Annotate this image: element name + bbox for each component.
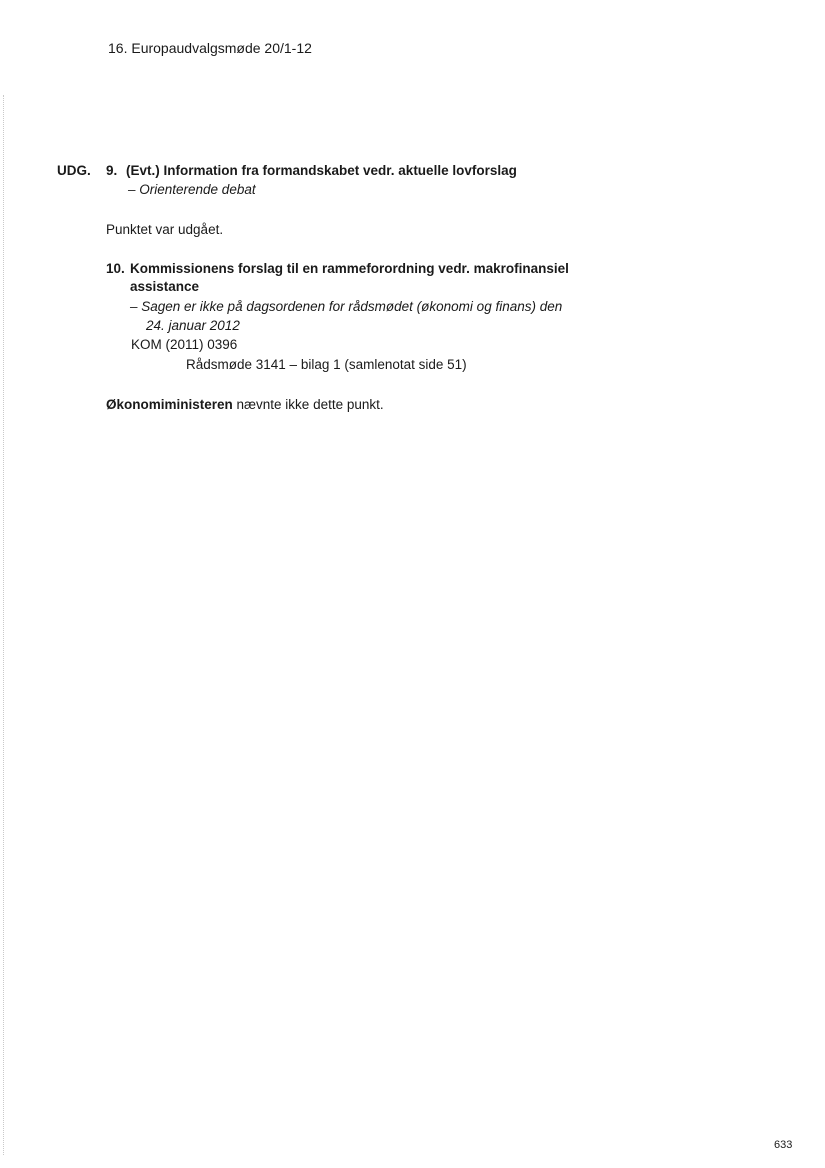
speaker-name: Økonomiministeren: [106, 397, 233, 412]
item-9-subtitle: – Orienterende debat: [128, 182, 256, 197]
item-10-title-line2: assistance: [130, 279, 200, 294]
scan-edge-artifact: [3, 95, 4, 1155]
page-number: 633: [774, 1139, 793, 1151]
item-10-subtitle-line2: 24. januar 2012: [146, 318, 240, 333]
item-10-minister-statement: [106, 397, 384, 413]
item-9-marker: UDG.: [57, 163, 91, 178]
item-9-number: 9.: [106, 163, 118, 178]
item-10-number: 10.: [106, 261, 125, 276]
meeting-reference-header: 16. Europaudvalgsmøde 20/1-12: [108, 40, 312, 56]
speaker-text: nævnte ikke dette punkt.: [232, 397, 384, 412]
item-10-subtitle-line1: – Sagen er ikke på dagsordenen for rådsmødet (økonomi og finans) den: [130, 299, 563, 314]
item-10-title-line1: Kommissionens forslag til en rammeforordning vedr. makrofinansiel: [130, 261, 569, 276]
item-10-document: Rådsmøde 3141 – bilag 1 (samlenotat side 51): [186, 357, 467, 372]
item-9-status: Punktet var udgået.: [106, 222, 224, 237]
item-9-title: (Evt.) Information fra formandskabet vedr. aktuelle lovforslag: [126, 163, 517, 178]
item-10-reference: KOM (2011) 0396: [131, 337, 238, 352]
